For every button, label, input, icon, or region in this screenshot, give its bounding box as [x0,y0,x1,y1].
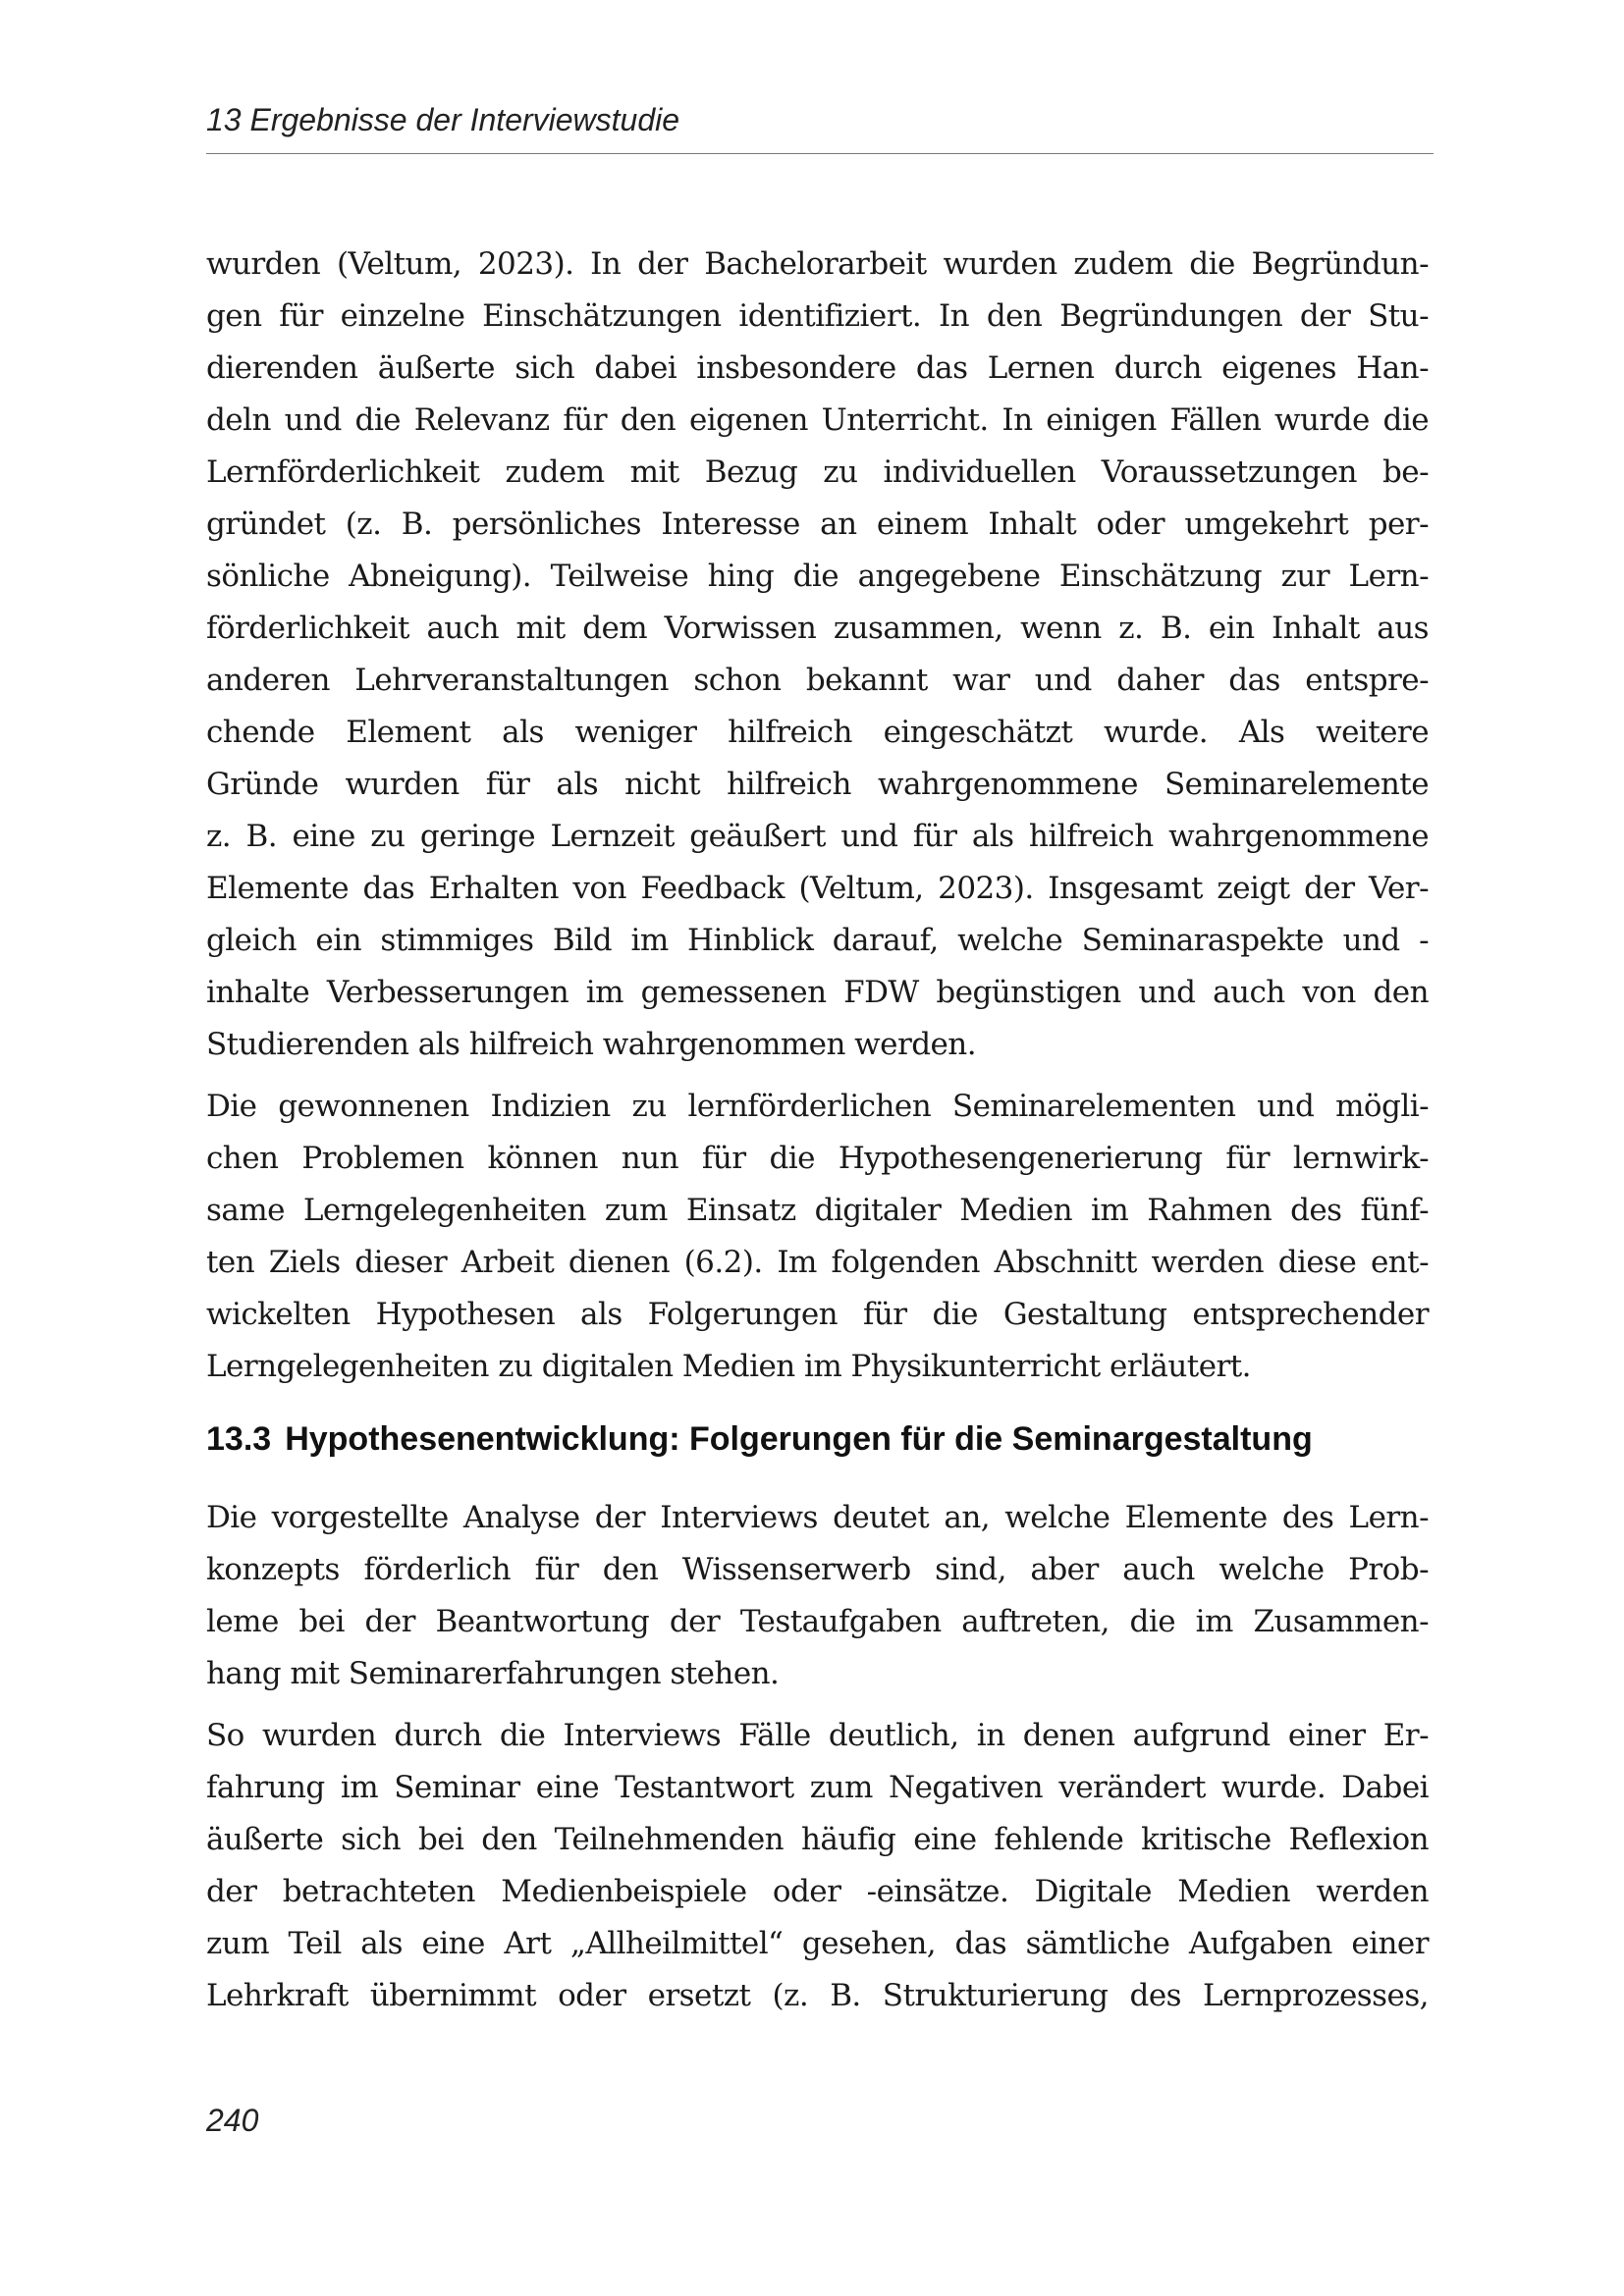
text-line: So wurden durch die Interviews Fälle deutlich, in denen aufgrund einer Er- [206,1718,1429,1753]
text-line: chen Problemen können nun für die Hypothesengenerierung für lernwirk- [206,1141,1429,1176]
text-line: leme bei der Beantwortung der Testaufgaben auftreten, die im Zusammen- [206,1604,1429,1639]
text-line: gen für einzelne Einschätzungen identifiziert. In den Begründungen der Stu- [206,298,1429,334]
text-line: Gründe wurden für als nicht hilfreich wahrgenommene Seminarelemente [206,767,1429,802]
section-title: Hypothesenentwicklung: Folgerungen für die Seminargestaltung [285,1420,1313,1458]
text-line: Studierenden als hilfreich wahrgenommen werden. [206,1027,977,1062]
paragraph-4 [206,1710,1429,2022]
text-line: same Lerngelegenheiten zum Einsatz digitaler Medien im Rahmen des fünf- [206,1193,1429,1228]
text-line: anderen Lehrveranstaltungen schon bekannt war und daher das entspre- [206,663,1429,698]
text-line: Lernförderlichkeit zudem mit Bezug zu individuellen Voraussetzungen be- [206,454,1429,490]
text-line: Die vorgestellte Analyse der Interviews deutet an, welche Elemente des Lern- [206,1500,1429,1535]
text-line: Lerngelegenheiten zu digitalen Medien im Physikunterricht erläutert. [206,1349,1251,1384]
text-line: hang mit Seminarerfahrungen stehen. [206,1656,780,1691]
paragraph-1 [206,239,1429,1071]
text-line: zum Teil als eine Art „Allheilmittel“ gesehen, das sämtliche Aufgaben einer [206,1926,1429,1961]
text-line: ten Ziels dieser Arbeit dienen (6.2). Im folgenden Abschnitt werden diese ent- [206,1245,1429,1280]
text-line: Elemente das Erhalten von Feedback (Veltum, 2023). Insgesamt zeigt der Ver- [206,871,1429,906]
section-heading [206,1416,1429,1462]
text-line: dierenden äußerte sich dabei insbesondere das Lernen durch eigenes Han- [206,350,1429,386]
text-line: gründet (z. B. persönliches Interesse an einem Inhalt oder umgekehrt per- [206,507,1429,542]
paragraph-3 [206,1492,1429,1700]
text-line: inhalte Verbesserungen im gemessenen FDW begünstigen und auch von den [206,975,1429,1010]
text-line: wickelten Hypothesen als Folgerungen für die Gestaltung entsprechender [206,1297,1429,1332]
text-line: fahrung im Seminar eine Testantwort zum Negativen verändert wurde. Dabei [206,1770,1429,1805]
text-line: deln und die Relevanz für den eigenen Unterricht. In einigen Fällen wurde die [206,402,1429,438]
paragraph-2 [206,1081,1429,1393]
text-line: z. B. eine zu geringe Lernzeit geäußert und für als hilfreich wahrgenommene [206,819,1429,854]
text-line: der betrachteten Medienbeispiele oder -einsätze. Digitale Medien werden [206,1874,1429,1909]
text-line: Die gewonnenen Indizien zu lernförderlichen Seminarelementen und mögli- [206,1089,1429,1124]
text-line: wurden (Veltum, 2023). In der Bachelorarbeit wurden zudem die Begründun- [206,246,1429,282]
text-line: förderlichkeit auch mit dem Vorwissen zusammen, wenn z. B. ein Inhalt aus [206,611,1429,646]
text-line: sönliche Abneigung). Teilweise hing die angegebene Einschätzung zur Lern- [206,559,1429,594]
running-head: 13 Ergebnisse der Interviewstudie [206,102,680,137]
text-line: äußerte sich bei den Teilnehmenden häufig eine fehlende kritische Reflexion [206,1822,1429,1857]
body-text [206,239,1429,2022]
page-number: 240 [206,2103,259,2138]
header-rule [206,153,1434,154]
text-line: gleich ein stimmiges Bild im Hinblick darauf, welche Seminaraspekte und - [206,923,1429,958]
text-line: Lehrkraft übernimmt oder ersetzt (z. B. Strukturierung des Lernprozesses, [206,1978,1429,2013]
text-line: konzepts förderlich für den Wissenserwerb sind, aber auch welche Prob- [206,1552,1429,1587]
text-line: chende Element als weniger hilfreich eingeschätzt wurde. Als weitere [206,715,1429,750]
section-number: 13.3 [206,1420,272,1458]
